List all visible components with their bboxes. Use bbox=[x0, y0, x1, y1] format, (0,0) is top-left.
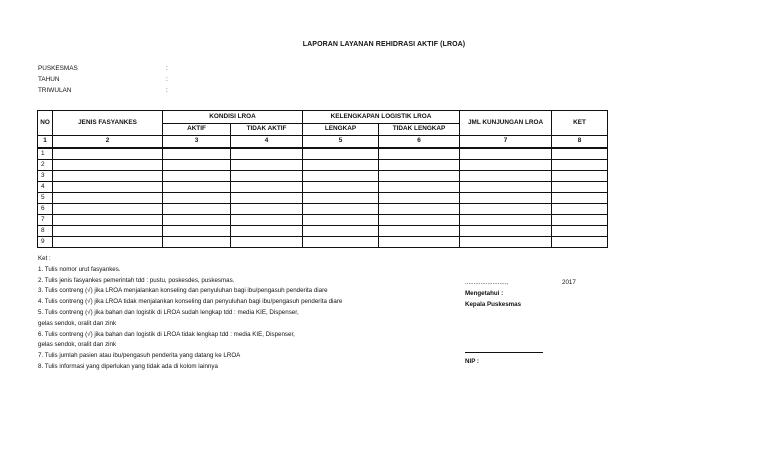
table-cell[interactable] bbox=[231, 160, 303, 171]
table-row bbox=[38, 193, 608, 204]
row-number: 3 bbox=[38, 171, 53, 182]
note-line: 8. Tulis informasi yang diperlukan yang tidak ada di kolom lainnya bbox=[38, 362, 218, 370]
table-cell[interactable] bbox=[460, 193, 552, 204]
row-number: 5 bbox=[38, 193, 53, 204]
notes-block bbox=[38, 254, 342, 373]
column-number: 4 bbox=[231, 136, 303, 149]
table-cell[interactable] bbox=[163, 237, 231, 248]
signature-line bbox=[465, 352, 543, 353]
column-number-row bbox=[38, 136, 608, 149]
table-row bbox=[38, 171, 608, 182]
column-number: 2 bbox=[53, 136, 163, 149]
table-cell[interactable] bbox=[53, 215, 163, 226]
table-cell[interactable] bbox=[303, 215, 379, 226]
table-cell[interactable] bbox=[552, 171, 608, 182]
table-cell[interactable] bbox=[460, 182, 552, 193]
header-tidak-aktif: TIDAK AKTIF bbox=[231, 124, 303, 136]
table-cell[interactable] bbox=[460, 237, 552, 248]
table-cell[interactable] bbox=[379, 182, 460, 193]
table-row bbox=[38, 215, 608, 226]
table-cell[interactable] bbox=[163, 171, 231, 182]
header-lengkap: LENGKAP bbox=[303, 124, 379, 136]
lroa-table bbox=[37, 110, 608, 248]
column-number: 1 bbox=[38, 136, 53, 149]
table-cell[interactable] bbox=[53, 237, 163, 248]
table-cell[interactable] bbox=[163, 226, 231, 237]
row-number: 4 bbox=[38, 182, 53, 193]
table-cell[interactable] bbox=[231, 237, 303, 248]
table-cell[interactable] bbox=[231, 215, 303, 226]
table-cell[interactable] bbox=[460, 215, 552, 226]
table-row bbox=[38, 204, 608, 215]
note-line: 5. Tulis contreng (√) jika bahan dan logistik di LROA sudah lengkap tdd : media KIE, Dispenser, bbox=[38, 308, 299, 316]
row-number: 8 bbox=[38, 226, 53, 237]
table-cell[interactable] bbox=[379, 215, 460, 226]
header-jenis-fasyankes: JENIS FASYANKES bbox=[53, 111, 163, 136]
table-cell[interactable] bbox=[460, 160, 552, 171]
note-line: 2. Tulis jenis fasyankes pemerintah tdd : pustu, poskesdes, puskesmas. bbox=[38, 276, 235, 284]
table-cell[interactable] bbox=[303, 160, 379, 171]
table-cell[interactable] bbox=[379, 148, 460, 160]
note-line: 3. Tulis contreng (√) jika LROA menjalankan konseling dan penyuluhan bagi ibu/pengasuh penderita diare bbox=[38, 287, 328, 295]
meta-tahun bbox=[38, 76, 168, 83]
note-line: 4. Tulis contreng (√) jika LROA tidak menjalankan konseling dan penyuluhan bagi ibu/pengasuh penderita diare bbox=[38, 298, 343, 306]
table-cell[interactable] bbox=[231, 204, 303, 215]
table-cell[interactable] bbox=[163, 182, 231, 193]
table-cell[interactable] bbox=[231, 226, 303, 237]
signature-date-dots: ........................, bbox=[465, 279, 508, 286]
table-cell[interactable] bbox=[231, 148, 303, 160]
meta-label: TRIWULAN bbox=[38, 87, 72, 94]
row-number: 7 bbox=[38, 215, 53, 226]
table-cell[interactable] bbox=[303, 237, 379, 248]
table-cell[interactable] bbox=[303, 148, 379, 160]
meta-label: PUSKESMAS bbox=[38, 65, 78, 72]
table-cell[interactable] bbox=[303, 182, 379, 193]
table-cell[interactable] bbox=[552, 148, 608, 160]
column-number: 5 bbox=[303, 136, 379, 149]
table-cell[interactable] bbox=[53, 160, 163, 171]
meta-triwulan bbox=[38, 87, 168, 94]
table-cell[interactable] bbox=[379, 237, 460, 248]
table-row bbox=[38, 226, 608, 237]
table-cell[interactable] bbox=[231, 193, 303, 204]
table-cell[interactable] bbox=[379, 193, 460, 204]
row-number: 2 bbox=[38, 160, 53, 171]
table-row bbox=[38, 148, 608, 160]
meta-puskesmas bbox=[38, 65, 168, 72]
table-cell[interactable] bbox=[460, 171, 552, 182]
table-cell[interactable] bbox=[163, 148, 231, 160]
table-cell[interactable] bbox=[303, 204, 379, 215]
table-cell[interactable] bbox=[53, 226, 163, 237]
table-cell[interactable] bbox=[379, 171, 460, 182]
table-cell[interactable] bbox=[163, 160, 231, 171]
table-cell[interactable] bbox=[552, 160, 608, 171]
table-cell[interactable] bbox=[163, 204, 231, 215]
column-number: 3 bbox=[163, 136, 231, 149]
table-cell[interactable] bbox=[552, 193, 608, 204]
report-title: LAPORAN LAYANAN REHIDRASI AKTIF (LROA) bbox=[302, 41, 466, 48]
table-cell[interactable] bbox=[552, 182, 608, 193]
note-line: gelas sendok, oralit dan zink bbox=[38, 319, 117, 327]
header-kelengkapan-logistik: KELENGKAPAN LOGISTIK LROA bbox=[303, 111, 460, 124]
header-row-1 bbox=[38, 111, 608, 124]
table-cell[interactable] bbox=[163, 215, 231, 226]
table-cell[interactable] bbox=[303, 226, 379, 237]
meta-colon: : bbox=[166, 65, 168, 72]
meta-colon: : bbox=[166, 87, 168, 94]
table-cell[interactable] bbox=[231, 171, 303, 182]
table-cell[interactable] bbox=[460, 226, 552, 237]
table-row bbox=[38, 182, 608, 193]
table-cell[interactable] bbox=[163, 193, 231, 204]
table-cell[interactable] bbox=[53, 148, 163, 160]
header-jml-kunjungan: JML KUNJUNGAN LROA bbox=[460, 111, 552, 136]
column-number: 7 bbox=[460, 136, 552, 149]
table-cell[interactable] bbox=[53, 204, 163, 215]
signature-mengetahui: Mengetahui : bbox=[465, 290, 504, 297]
header-ket: KET bbox=[552, 111, 608, 136]
table-row bbox=[38, 237, 608, 248]
column-number: 6 bbox=[379, 136, 460, 149]
table-cell[interactable] bbox=[379, 204, 460, 215]
note-line: 6. Tulis contreng (√) jika bahan dan logistik di LROA tidak lengkap tdd : media KIE, Dispenser, bbox=[38, 330, 295, 338]
table-cell[interactable] bbox=[460, 204, 552, 215]
meta-colon: : bbox=[166, 76, 168, 83]
table-row bbox=[38, 160, 608, 171]
column-number: 8 bbox=[552, 136, 608, 149]
notes-heading: Ket : bbox=[38, 255, 51, 262]
note-line: 1. Tulis nomor urut fasyankes. bbox=[38, 265, 121, 273]
table-cell[interactable] bbox=[379, 160, 460, 171]
table-cell[interactable] bbox=[552, 237, 608, 248]
note-line: 7. Tulis jumlah pasien atau ibu/pengasuh penderita yang datang ke LROA bbox=[38, 352, 241, 360]
row-number: 9 bbox=[38, 237, 53, 248]
signature-year: 2017 bbox=[562, 279, 576, 286]
note-line: gelas sendok, oralit dan zink bbox=[38, 341, 117, 349]
header-no: NO bbox=[38, 111, 53, 136]
row-number: 1 bbox=[38, 148, 53, 160]
table-cell[interactable] bbox=[460, 148, 552, 160]
header-tidak-lengkap: TIDAK LENGKAP bbox=[379, 124, 460, 136]
table-cell[interactable] bbox=[53, 182, 163, 193]
table-cell[interactable] bbox=[53, 193, 163, 204]
table-cell[interactable] bbox=[303, 193, 379, 204]
table-cell[interactable] bbox=[552, 215, 608, 226]
table-cell[interactable] bbox=[379, 226, 460, 237]
table-cell[interactable] bbox=[53, 171, 163, 182]
table-cell[interactable] bbox=[552, 226, 608, 237]
row-number: 6 bbox=[38, 204, 53, 215]
meta-label: TAHUN bbox=[38, 76, 60, 83]
table-cell[interactable] bbox=[552, 204, 608, 215]
table-cell[interactable] bbox=[231, 182, 303, 193]
signature-role: Kepala Puskesmas bbox=[465, 301, 522, 308]
header-kondisi-lroa: KONDISI LROA bbox=[163, 111, 303, 124]
table-cell[interactable] bbox=[303, 171, 379, 182]
header-aktif: AKTIF bbox=[163, 124, 231, 136]
signature-nip: NIP : bbox=[465, 358, 479, 365]
